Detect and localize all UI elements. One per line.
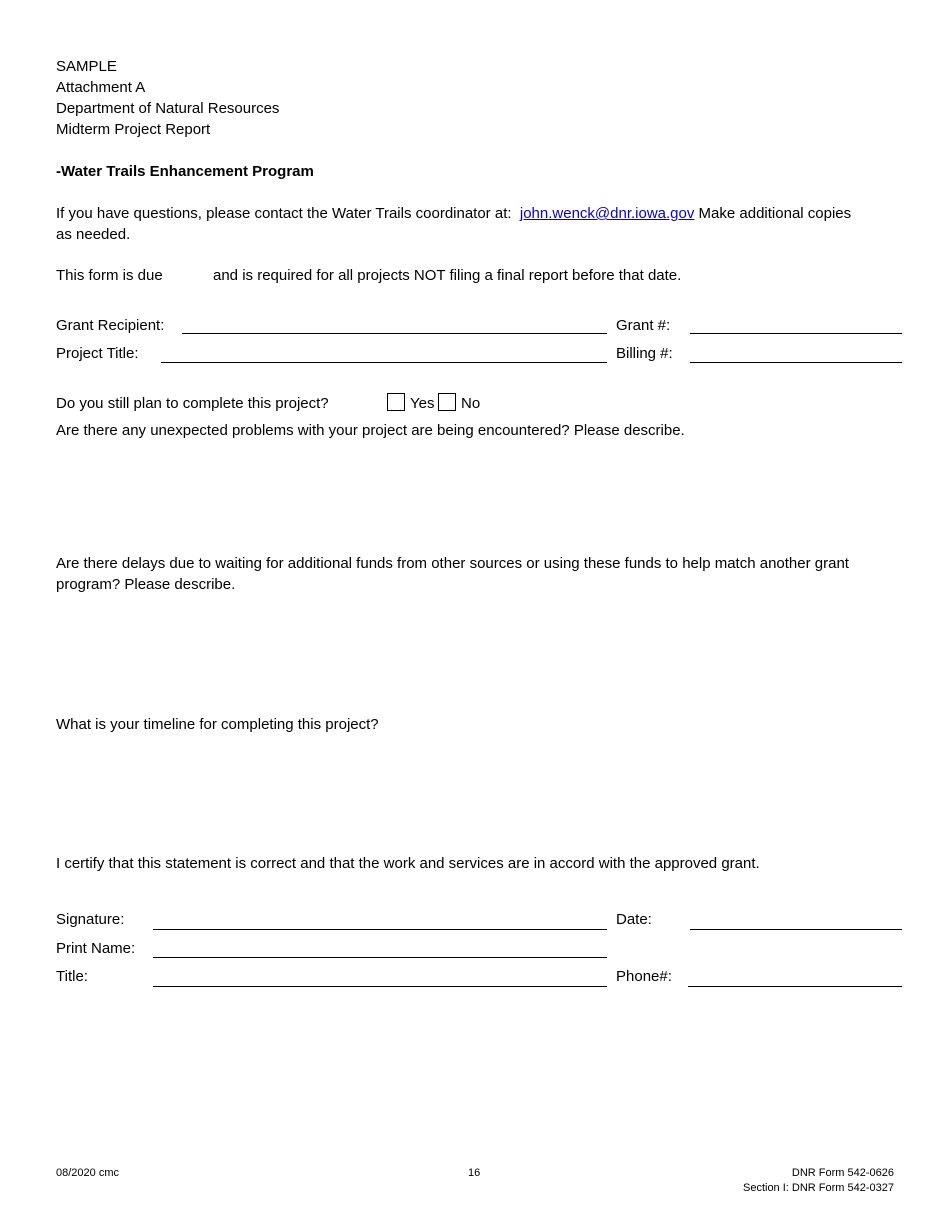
header-report-title: Midterm Project Report bbox=[56, 121, 211, 138]
header-department: Department of Natural Resources bbox=[56, 100, 280, 117]
timeline-question: What is your timeline for completing this project? bbox=[56, 716, 379, 733]
due-suffix: and is required for all projects NOT filing a final report before that date. bbox=[213, 267, 682, 284]
yes-label: Yes bbox=[410, 395, 435, 412]
billing-number-field[interactable] bbox=[690, 362, 902, 363]
title-field[interactable] bbox=[153, 986, 607, 987]
yes-checkbox[interactable] bbox=[387, 393, 405, 411]
contact-intro: If you have questions, please contact the Water Trails coordinator at: bbox=[56, 205, 512, 222]
contact-paragraph bbox=[56, 203, 851, 224]
phone-label: Phone#: bbox=[616, 968, 672, 985]
contact-after: Make additional copies bbox=[698, 205, 852, 222]
due-prefix: This form is due bbox=[56, 267, 163, 284]
header-sample: SAMPLE bbox=[56, 58, 117, 75]
program-title: -Water Trails Enhancement Program bbox=[56, 163, 314, 180]
footer-section-form: Section I: DNR Form 542-0327 bbox=[742, 1182, 894, 1194]
print-name-field[interactable] bbox=[153, 957, 607, 958]
project-title-field[interactable] bbox=[161, 362, 607, 363]
delays-question-line2: program? Please describe. bbox=[56, 576, 236, 593]
footer-date-code: 08/2020 cmc bbox=[56, 1167, 119, 1179]
date-field[interactable] bbox=[690, 929, 902, 930]
grant-number-field[interactable] bbox=[690, 333, 902, 334]
date-label: Date: bbox=[616, 911, 652, 928]
complete-question: Do you still plan to complete this project? bbox=[56, 395, 329, 412]
footer-form-number: DNR Form 542-0626 bbox=[791, 1167, 894, 1179]
contact-email-link[interactable]: john.wenck@dnr.iowa.gov bbox=[519, 205, 695, 222]
grant-number-label: Grant #: bbox=[616, 317, 671, 334]
problems-question: Are there any unexpected problems with your project are being encountered? Please describe. bbox=[56, 422, 685, 439]
signature-field[interactable] bbox=[153, 929, 607, 930]
header-attachment: Attachment A bbox=[56, 79, 146, 96]
phone-field[interactable] bbox=[688, 986, 902, 987]
certify-statement: I certify that this statement is correct and that the work and services are in accord with the approved grant. bbox=[56, 855, 760, 872]
project-title-label: Project Title: bbox=[56, 345, 139, 362]
no-checkbox[interactable] bbox=[438, 393, 456, 411]
signature-label: Signature: bbox=[56, 911, 125, 928]
print-name-label: Print Name: bbox=[56, 940, 136, 957]
billing-number-label: Billing #: bbox=[616, 345, 673, 362]
title-label: Title: bbox=[56, 968, 88, 985]
footer-page-number: 16 bbox=[468, 1167, 481, 1179]
delays-question-line1: Are there delays due to waiting for additional funds from other sources or using these funds to help match another grant bbox=[56, 555, 849, 572]
grant-recipient-field[interactable] bbox=[182, 333, 607, 334]
contact-wrap: as needed. bbox=[56, 226, 131, 243]
no-label: No bbox=[461, 395, 481, 412]
grant-recipient-label: Grant Recipient: bbox=[56, 317, 165, 334]
